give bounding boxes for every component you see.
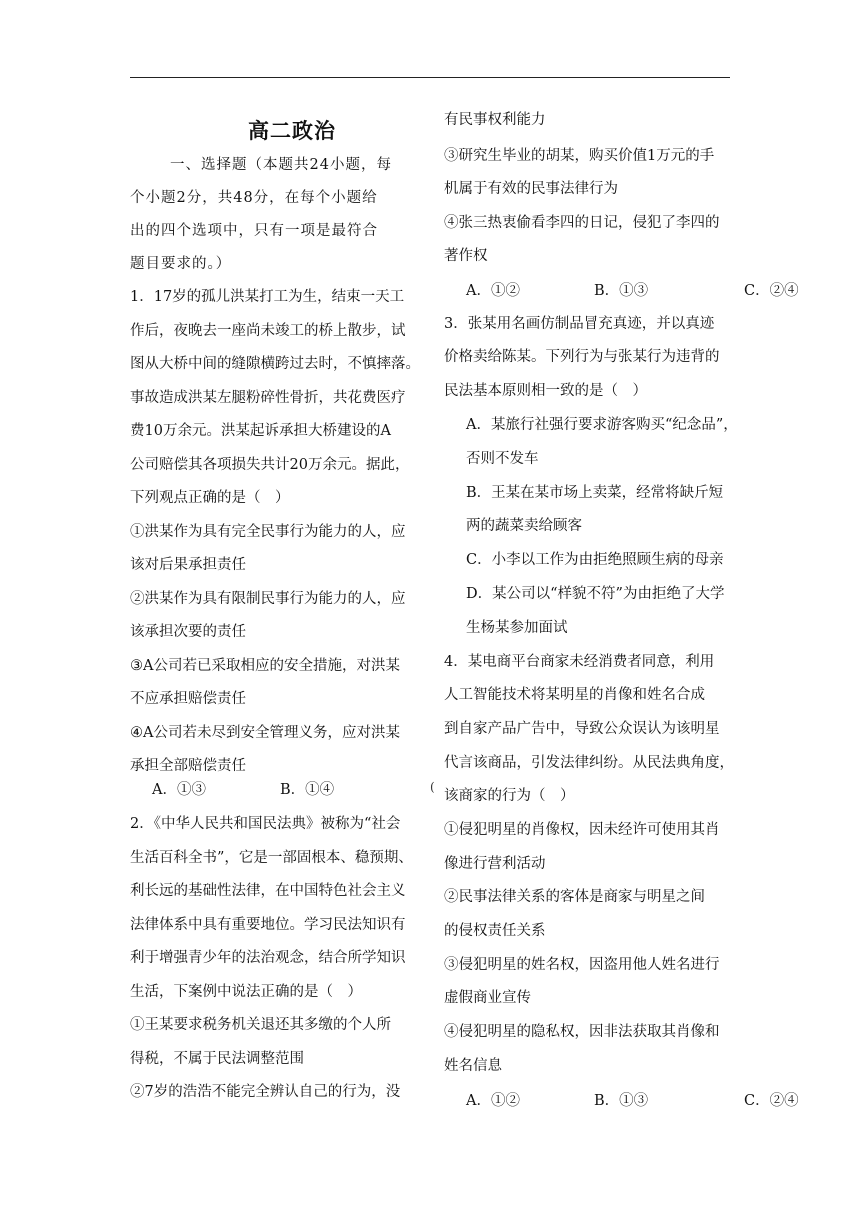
question-text-line: ②洪某作为具有限制民事行为能力的人，应 — [130, 591, 406, 607]
question-text-line: 到自家产品广告中，导致公众误认为该明星 — [444, 721, 720, 737]
question-text-line: 费10万余元。洪某起诉承担大桥建设的A — [130, 423, 391, 439]
question-text-line: ③侵犯明星的姓名权，因盗用他人姓名进行 — [444, 957, 720, 973]
section-heading-line: 出的四个选项中，只有一项是最符合 — [130, 223, 378, 239]
question-text-line: 下列观点正确的是（ ） — [130, 490, 290, 506]
question-text-line: ①王某要求税务机关退还其多缴的个人所 — [130, 1017, 391, 1033]
option-b: B．①③ — [594, 1093, 649, 1109]
option-line: A．某旅行社强行要求游客购买“纪念品”， — [466, 417, 738, 433]
option-line: C．小李以工作为由拒绝照顾生病的母亲 — [466, 552, 724, 568]
option-c: C．②④ — [744, 283, 799, 299]
question-text-line: 虚假商业宣传 — [444, 990, 531, 1006]
section-heading-line: 个小题2分，共48分，在每个小题给 — [130, 190, 378, 206]
question-text-line: 得税，不属于民法调整范围 — [130, 1051, 304, 1067]
question-text-line: 承担全部赔偿责任 — [130, 758, 246, 774]
section-heading-line: 题目要求的。） — [130, 256, 232, 272]
section-heading-line: 一、选择题（本题共24小题，每 — [170, 157, 392, 173]
question-text-line: 2．《中华人民共和国民法典》被称为“社会 — [130, 816, 401, 832]
question-text-line: 利长远的基础性法律，在中国特色社会主义 — [130, 883, 406, 899]
question-text-line: ②7岁的浩浩不能完全辨认自己的行为，没 — [130, 1084, 401, 1100]
question-text-line: 有民事权利能力 — [444, 112, 546, 128]
question-text-line: ④张三热衷偷看李四的日记，侵犯了李四的 — [444, 215, 720, 231]
question-text-line: 民法基本原则相一致的是（ ） — [444, 383, 647, 399]
question-text-line: 4．某电商平台商家未经消费者同意，利用 — [444, 654, 715, 670]
option-line: B．王某在某市场上卖菜，经常将缺斤短 — [466, 485, 724, 501]
question-text-line: ④A公司若未尽到安全管理义务，应对洪某 — [130, 725, 400, 741]
question-text-line: ②民事法律关系的客体是商家与明星之间 — [444, 889, 705, 905]
question-text-line: 不应承担赔偿责任 — [130, 691, 246, 707]
question-text-line: 机属于有效的民事法律行为 — [444, 181, 618, 197]
question-text-line: 图从大桥中间的缝隙横跨过去时，不慎摔落。 — [130, 356, 420, 372]
option-line: 否则不发车 — [466, 451, 539, 467]
question-text-line: ①洪某作为具有完全民事行为能力的人，应 — [130, 524, 406, 540]
question-text-line: 该商家的行为（ ） — [444, 788, 575, 804]
question-text-line: 事故造成洪某左腿粉碎性骨折，共花费医疗 — [130, 390, 406, 406]
question-text-line: 作后，夜晚去一座尚未竣工的桥上散步，试 — [130, 323, 406, 339]
page-title: 高二政治 — [248, 118, 336, 143]
option-a: A．①③ — [152, 782, 206, 798]
question-text-line: 的侵权责任关系 — [444, 923, 546, 939]
question-text-line: 法律体系中具有重要地位。学习民法知识有 — [130, 917, 406, 933]
option-line: 两的蔬菜卖给顾客 — [466, 518, 582, 534]
header-rule — [130, 77, 730, 78]
question-text-line: 代言该商品，引发法律纠纷。从民法典角度， — [444, 755, 734, 771]
option-c: C．②④ — [744, 1093, 799, 1109]
question-text-line: 价格卖给陈某。下列行为与张某行为违背的 — [444, 349, 720, 365]
option-a: A．①② — [466, 1093, 520, 1109]
question-text-line: 像进行营利活动 — [444, 856, 546, 872]
question-text-line: 公司赔偿其各项损失共计20万余元。据此， — [130, 457, 410, 473]
question-text-line: 3．张某用名画仿制品冒充真迹，并以真迹 — [444, 316, 715, 332]
question-text-line: 姓名信息 — [444, 1058, 502, 1074]
question-text-line: 利于增强青少年的法治观念，结合所学知识 — [130, 950, 406, 966]
question-text-line: 人工智能技术将某明星的肖像和姓名合成 — [444, 687, 705, 703]
question-text-line: 1．17岁的孤儿洪某打工为生，结束一天工 — [130, 289, 405, 305]
question-text-line: 生活百科全书”，它是一部固根本、稳预期、 — [130, 850, 413, 866]
question-text-line: 著作权 — [444, 248, 488, 264]
question-text-line: 该对后果承担责任 — [130, 557, 246, 573]
option-line: D．某公司以“样貌不符”为由拒绝了大学 — [466, 586, 725, 602]
option-b: B．①③ — [594, 283, 649, 299]
question-text-line: ①侵犯明星的肖像权，因未经许可使用其肖 — [444, 822, 720, 838]
option-line: 生杨某参加面试 — [466, 620, 568, 636]
option-b: B．①④ — [280, 782, 335, 798]
question-text-line: ③A公司若已采取相应的安全措施，对洪某 — [130, 658, 400, 674]
question-text-line: 生活，下案例中说法正确的是（ ） — [130, 984, 362, 1000]
question-text-line: 该承担次要的责任 — [130, 624, 246, 640]
stray-mark: ( — [430, 780, 435, 794]
question-text-line: ④侵犯明星的隐私权，因非法获取其肖像和 — [444, 1024, 720, 1040]
question-text-line: ③研究生毕业的胡某，购买价值1万元的手 — [444, 148, 715, 164]
option-a: A．①② — [466, 283, 520, 299]
